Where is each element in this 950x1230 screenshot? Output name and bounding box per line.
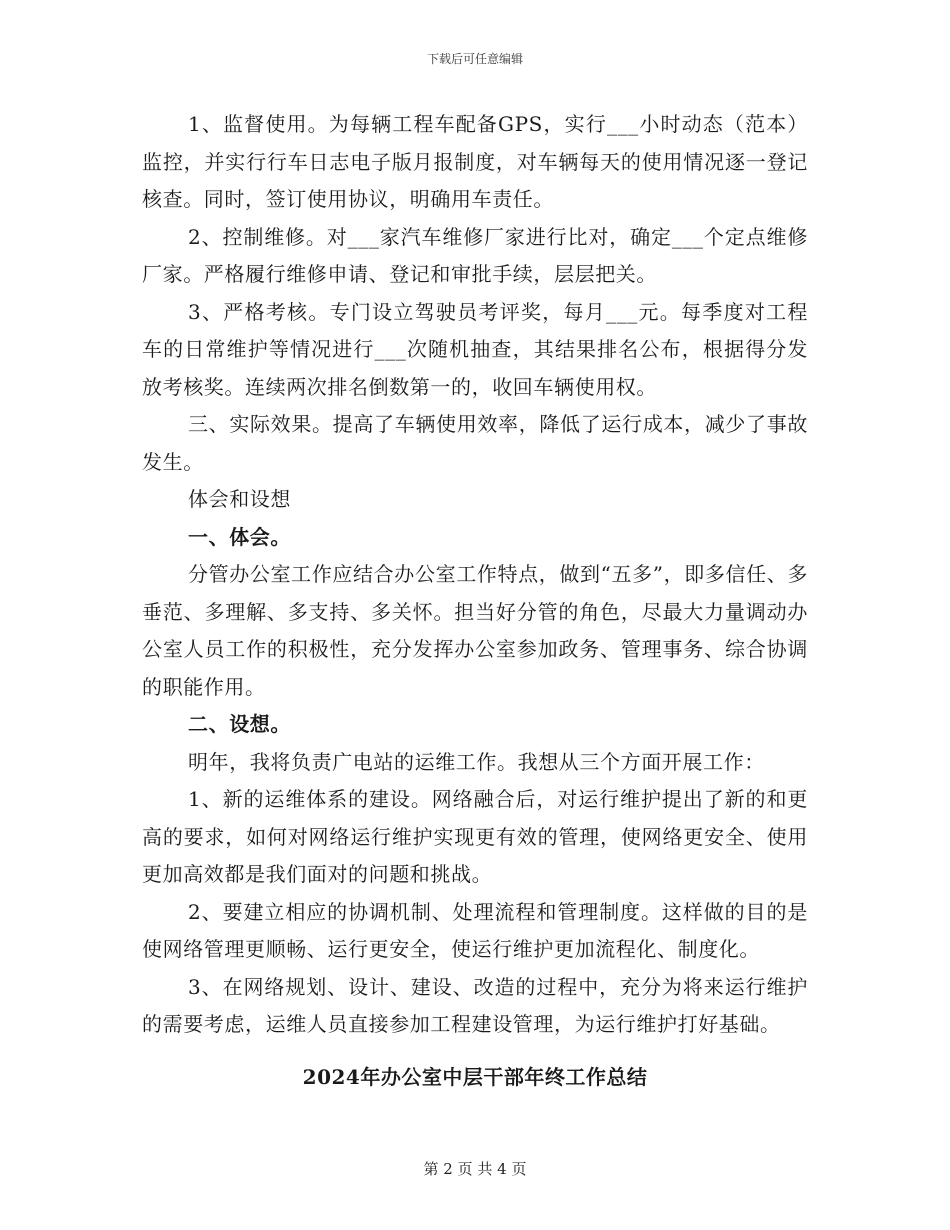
paragraph-coordination: 2、要建立相应的协调机制、处理流程和管理制度。这样做的目的是使网络管理更顺畅、运行更安全，使运行维护更加流程化、制度化。 — [142, 899, 808, 961]
heading-experience: 一、体会。 — [188, 524, 291, 549]
paragraph-ops-system: 1、新的运维体系的建设。网络融合后，对运行维护提出了新的和更高的要求，如何对网络运行维护实现更有效的管理，使网络更安全、使用更加高效都是我们面对的问题和挑战。 — [142, 787, 808, 886]
paragraph-supervise-use: 1、监督使用。为每辆工程车配备GPS，实行___小时动态（范本）监控，并实行行车日志电子版月报制度，对车辆每天的使用情况逐一登记核查。同时，签订使用协议，明确用车责任。 — [142, 112, 808, 211]
paragraph-actual-effect: 三、实际效果。提高了车辆使用效率，降低了运行成本，减少了事故发生。 — [142, 412, 808, 474]
next-document-title: 2024年办公室中层干部年终工作总结 — [302, 1064, 648, 1089]
heading-ideas: 二、设想。 — [188, 712, 291, 736]
section-heading-experience-ideas: 体会和设想 — [188, 487, 291, 511]
paragraph-network-planning: 3、在网络规划、设计、建设、改造的过程中，充分为将来运行维护的需要考虑，运维人员直接参加工程建设管理，为运行维护打好基础。 — [142, 974, 808, 1036]
page-header-note: 下载后可任意编辑 — [426, 52, 523, 66]
paragraph-next-year: 明年，我将负责广电站的运维工作。我想从三个方面开展工作： — [188, 749, 765, 774]
document-body — [142, 106, 808, 1092]
page-number: 第 2 页 共 4 页 — [423, 1160, 527, 1178]
paragraph-control-repair: 2、控制维修。对___家汽车维修厂家进行比对，确定___个定点维修厂家。严格履行维修申请、登记和审批手续，层层把关。 — [142, 224, 808, 286]
paragraph-strict-assessment: 3、严格考核。专门设立驾驶员考评奖，每月___元。每季度对工程车的日常维护等情况进行___次随机抽查，其结果排名公布，根据得分发放考核奖。连续两次排名倒数第一的，收回车辆使用权。 — [142, 299, 808, 399]
paragraph-experience: 分管办公室工作应结合办公室工作特点，做到“五多”，即多信任、多垂范、多理解、多支持、多关怀。担当好分管的角色，尽最大力量调动办公室人员工作的积极性，充分发挥办公室参加政务、管理事务、综合协调的职能作用。 — [142, 562, 808, 699]
